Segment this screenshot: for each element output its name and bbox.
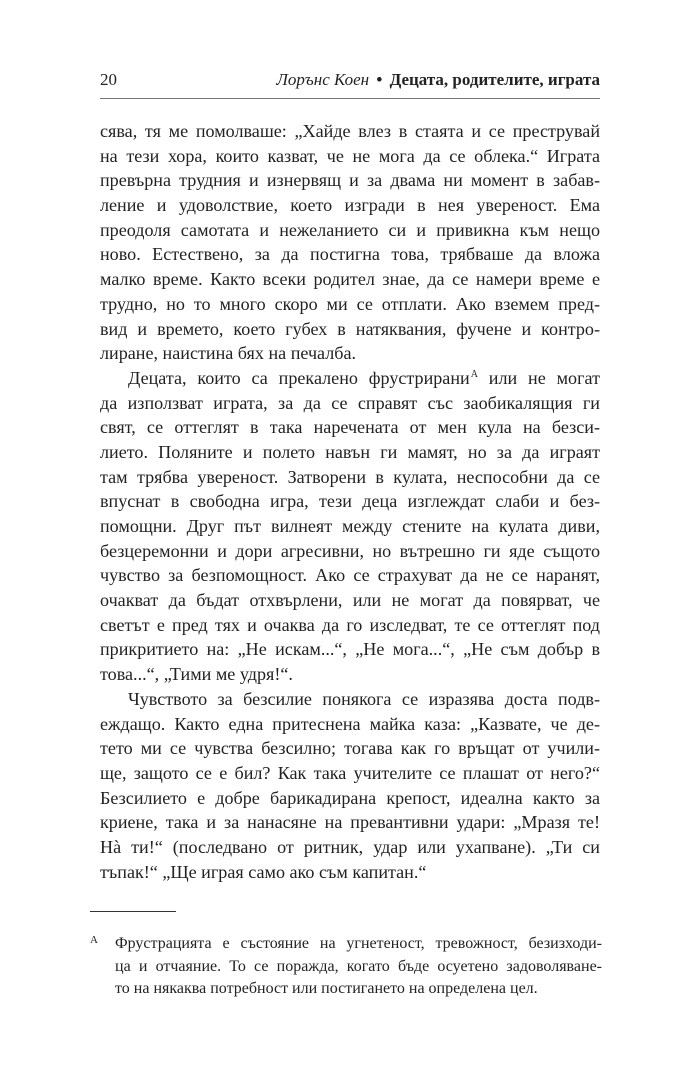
text-line: Безсилието е добре барикадирана крепост, идеална както за — [100, 787, 600, 808]
footnote-marker: A — [90, 934, 98, 946]
text-line: свят, се оттеглят в така наречената от мен кула на безси- — [100, 417, 600, 438]
text-line: вид и времето, което губех в натяквания, фучене и контро- — [100, 318, 600, 339]
text-line: да използват играта, за да се справят със заобикалящия ги — [100, 392, 600, 413]
footnote-reference: A — [470, 368, 478, 380]
running-head-title: Децата, родителите, играта — [389, 70, 600, 89]
text-line: сява, тя ме помолваше: „Хайде влез в стаята и се преструвай — [100, 121, 600, 141]
text-line: очакват да бъдат отхвърлени, или не могат да повярват, че — [100, 590, 600, 611]
running-head-bullet: • — [376, 70, 383, 89]
text-line: Чувството за безсилие понякога се изразява доста подв- — [128, 688, 600, 709]
text-line: превърна трудния и изнервящ и за двама ни момент в забав- — [100, 170, 600, 191]
footnote-line: Фрустрацията е състояние на угнетеност, тревожност, безизходи- — [115, 935, 602, 952]
footnote-text — [115, 933, 602, 1001]
text-line: ление и удоволствие, което изгради в нея увереност. Ема — [100, 195, 600, 216]
text-line: впуснат в свободна игра, тези деца изглеждат слаби и без- — [100, 491, 600, 512]
text-line: помощни. Друг път вилнеят между стените на кулата диви, — [100, 516, 600, 536]
running-head-author: Лорънс Коен — [276, 70, 370, 89]
text-line: еждащо. Както една притеснена майка каза: „Казвате, че де- — [100, 713, 600, 734]
text-line: криене, така и за нанасяне на превантивни удари: „Мразя те! — [100, 812, 600, 833]
text-line: преодоля самотата и нежеланието си и привикна към нещо — [100, 219, 600, 240]
text-line: това...“, „Тими ме удря!“. — [100, 664, 293, 685]
text-line-tail: или не могат — [477, 367, 600, 388]
paragraph-3 — [100, 687, 600, 885]
text-line: тъпак!“ „Ще играя само ако съм капитан.“ — [100, 861, 427, 882]
footnote-line: то на някаква потребност или постигането на определена цел. — [115, 980, 538, 997]
footnote-rule — [90, 911, 176, 912]
text-line: на тези хора, които казват, че не мога да се облека.“ Играта — [100, 145, 600, 166]
text-line: ново. Естествено, за да постигна това, трябваше да вложа — [100, 244, 600, 265]
body-text — [100, 119, 600, 884]
text-line: тето ми се чувства безсилно; тогава как го връщат от учили- — [100, 738, 600, 759]
text-line: прикритието на: „Не искам...“, „Не мога...“, „Не съм добър в — [100, 639, 600, 660]
text-line: трудно, но то много скоро ми се отплати. Ако вземем пред- — [100, 293, 600, 314]
paragraph-1 — [100, 119, 600, 366]
text-line: лиране, наистина бях на печалба. — [100, 343, 357, 364]
footnote-line: ца и отчаяние. То се поражда, когато бъде осуетено задоволяване- — [115, 957, 602, 975]
text-line: малко време. Както всеки родител знае, да се намери време е — [100, 269, 600, 290]
text-line: чувство за безпомощност. Ако се страхуват да не се наранят, — [100, 565, 600, 586]
text-line: Нà ти!“ (последвано от ритник, удар или ухапване). „Ти си — [100, 836, 600, 857]
text-line-with-footnote-ref — [100, 366, 600, 391]
running-head — [276, 70, 600, 90]
text-line: светът е пред тях и очаква да го изследват, те се оттеглят под — [100, 614, 600, 635]
page-number: 20 — [100, 70, 117, 89]
text-line: там трябва увереност. Затворени в кулата, неспособни да се — [100, 466, 600, 487]
text-line: ще, защото се е бил? Как така учителите се плашат от него?“ — [100, 762, 600, 783]
text-line: безцеремонни и дори агресивни, но вътрешно ги яде същото — [100, 540, 600, 561]
paragraph-2 — [100, 366, 600, 687]
page-header — [100, 70, 600, 98]
header-rule — [100, 98, 600, 99]
text-line: лието. Поляните и полето навън ги мамят, но за да играят — [100, 441, 600, 462]
text-line-head: Децата, които са прекалено фрустрирани — [128, 367, 470, 388]
